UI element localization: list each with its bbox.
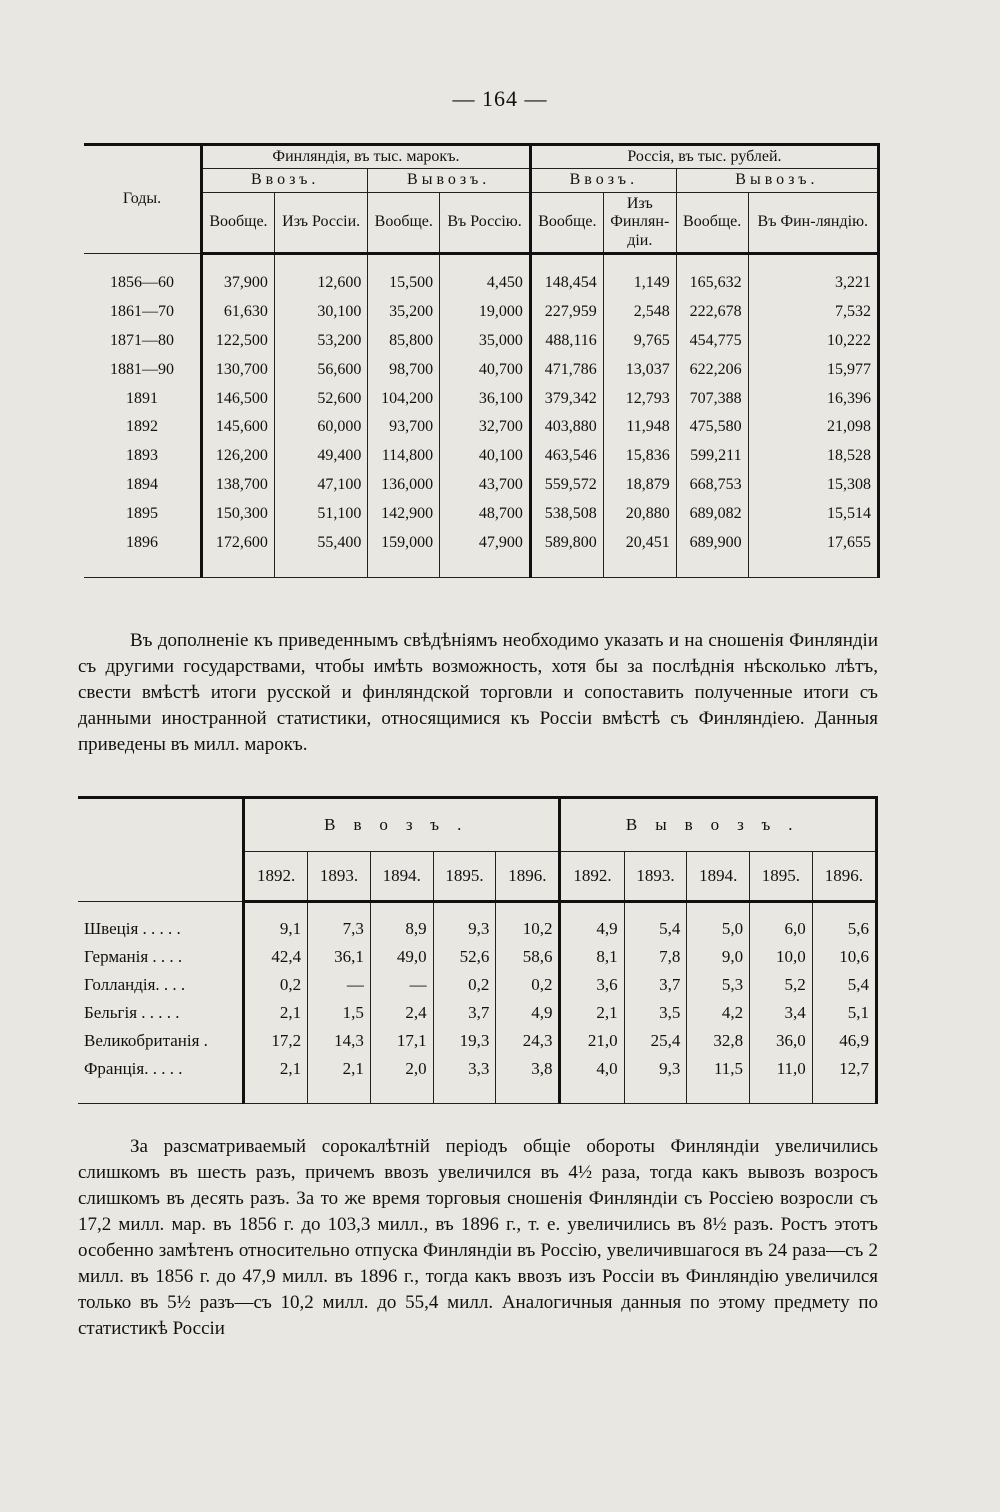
value-cell: 18,879 <box>603 471 676 500</box>
value-cell: — <box>308 971 371 999</box>
finland-export-header: Вывозъ. <box>368 169 531 192</box>
years-header: Годы. <box>84 145 202 254</box>
value-cell: 589,800 <box>530 528 603 577</box>
page-number: — 164 — <box>452 86 548 111</box>
subheader: Вообще. <box>530 192 603 253</box>
value-cell: 32,8 <box>687 1027 750 1055</box>
year-header: 1894. <box>687 852 750 902</box>
subheader: Вообще. <box>368 192 440 253</box>
value-cell: 5,2 <box>750 971 813 999</box>
russia-header: Россія, въ тыс. рублей. <box>530 145 878 169</box>
value-cell: 9,0 <box>687 943 750 971</box>
value-cell: 3,6 <box>560 971 624 999</box>
value-cell: 55,400 <box>274 528 368 577</box>
value-cell: — <box>370 971 433 999</box>
value-cell: 1,5 <box>308 999 371 1027</box>
year-cell: 1896 <box>84 528 202 577</box>
value-cell: 47,900 <box>440 528 531 577</box>
value-cell: 148,454 <box>530 253 603 297</box>
value-cell: 53,200 <box>274 327 368 356</box>
country-header-blank <box>78 798 244 902</box>
year-header: 1896. <box>812 852 876 902</box>
russia-export-header: Вывозъ. <box>676 169 878 192</box>
value-cell: 49,0 <box>370 943 433 971</box>
value-cell: 58,6 <box>496 943 560 971</box>
subheader: Вообще. <box>676 192 748 253</box>
value-cell: 21,098 <box>748 413 878 442</box>
value-cell: 47,100 <box>274 471 368 500</box>
value-cell: 599,211 <box>676 442 748 471</box>
value-cell: 56,600 <box>274 355 368 384</box>
value-cell: 222,678 <box>676 298 748 327</box>
country-cell: Голландія. . . . <box>78 971 244 999</box>
value-cell: 15,500 <box>368 253 440 297</box>
value-cell: 2,1 <box>308 1055 371 1104</box>
value-cell: 475,580 <box>676 413 748 442</box>
value-cell: 9,1 <box>244 902 308 944</box>
value-cell: 10,0 <box>750 943 813 971</box>
value-cell: 130,700 <box>202 355 275 384</box>
value-cell: 3,7 <box>433 999 496 1027</box>
year-cell: 1856—60 <box>84 253 202 297</box>
value-cell: 4,9 <box>560 902 624 944</box>
country-cell: Бельгія . . . . . <box>78 999 244 1027</box>
value-cell: 142,900 <box>368 499 440 528</box>
value-cell: 11,5 <box>687 1055 750 1104</box>
value-cell: 16,396 <box>748 384 878 413</box>
value-cell: 454,775 <box>676 327 748 356</box>
value-cell: 538,508 <box>530 499 603 528</box>
value-cell: 7,8 <box>624 943 687 971</box>
table-row <box>84 499 879 528</box>
value-cell: 159,000 <box>368 528 440 577</box>
table-row <box>84 327 879 356</box>
value-cell: 622,206 <box>676 355 748 384</box>
value-cell: 60,000 <box>274 413 368 442</box>
value-cell: 52,600 <box>274 384 368 413</box>
table-row <box>78 1055 877 1104</box>
value-cell: 35,000 <box>440 327 531 356</box>
russia-import-header: Ввозъ. <box>530 169 676 192</box>
value-cell: 12,600 <box>274 253 368 297</box>
value-cell: 0,2 <box>496 971 560 999</box>
year-cell: 1894 <box>84 471 202 500</box>
value-cell: 379,342 <box>530 384 603 413</box>
table-row <box>84 384 879 413</box>
finland-russia-trade-table <box>84 143 880 578</box>
value-cell: 5,6 <box>812 902 876 944</box>
value-cell: 3,5 <box>624 999 687 1027</box>
value-cell: 15,308 <box>748 471 878 500</box>
table-row <box>84 413 879 442</box>
value-cell: 40,700 <box>440 355 531 384</box>
paragraph-summary: За разсматриваемый сорокалѣтній періодъ общіе обороты Финляндіи увеличились слишкомъ въ шесть разъ, причемъ ввозъ увеличился въ 4½ раза, тогда какъ вывозъ возросъ слишкомъ въ десять разъ. За то же время торговыя сношенія Финляндіи съ Россіею возросли съ 17,2 милл. мар. въ 1856 г. до 103,3 милл., въ 1896 г., т. е. увеличились въ 8½ разъ. Ростъ этотъ особенно замѣтенъ относительно отпуска Финляндіи въ Россію, увеличившагося въ 24 раза—съ 2 милл. въ 1856 г. до 47,9 милл. въ 1896 г., тогда какъ ввозъ изъ Россіи въ Финляндію увеличился только въ 5½ разъ—съ 10,2 милл. до 55,4 милл. Аналогичныя данныя по этому предмету по статистикѣ Россіи <box>78 1136 878 1339</box>
year-cell: 1895 <box>84 499 202 528</box>
value-cell: 9,765 <box>603 327 676 356</box>
value-cell: 19,000 <box>440 298 531 327</box>
value-cell: 2,1 <box>560 999 624 1027</box>
value-cell: 52,6 <box>433 943 496 971</box>
value-cell: 18,528 <box>748 442 878 471</box>
year-cell: 1881—90 <box>84 355 202 384</box>
table-row <box>84 471 879 500</box>
value-cell: 35,200 <box>368 298 440 327</box>
value-cell: 138,700 <box>202 471 275 500</box>
value-cell: 2,4 <box>370 999 433 1027</box>
value-cell: 5,0 <box>687 902 750 944</box>
year-cell: 1861—70 <box>84 298 202 327</box>
value-cell: 37,900 <box>202 253 275 297</box>
value-cell: 145,600 <box>202 413 275 442</box>
value-cell: 4,450 <box>440 253 531 297</box>
value-cell: 17,2 <box>244 1027 308 1055</box>
value-cell: 46,9 <box>812 1027 876 1055</box>
value-cell: 85,800 <box>368 327 440 356</box>
value-cell: 40,100 <box>440 442 531 471</box>
value-cell: 9,3 <box>624 1055 687 1104</box>
value-cell: 7,532 <box>748 298 878 327</box>
value-cell: 21,0 <box>560 1027 624 1055</box>
value-cell: 122,500 <box>202 327 275 356</box>
value-cell: 9,3 <box>433 902 496 944</box>
value-cell: 42,4 <box>244 943 308 971</box>
table-row <box>78 999 877 1027</box>
value-cell: 36,100 <box>440 384 531 413</box>
value-cell: 136,000 <box>368 471 440 500</box>
value-cell: 165,632 <box>676 253 748 297</box>
finland-header: Финляндія, въ тыс. марокъ. <box>202 145 531 169</box>
value-cell: 20,451 <box>603 528 676 577</box>
value-cell: 3,221 <box>748 253 878 297</box>
value-cell: 19,3 <box>433 1027 496 1055</box>
year-header: 1895. <box>750 852 813 902</box>
year-cell: 1892 <box>84 413 202 442</box>
value-cell: 36,1 <box>308 943 371 971</box>
subheader: Изъ Россіи. <box>274 192 368 253</box>
year-cell: 1893 <box>84 442 202 471</box>
table-row <box>84 298 879 327</box>
country-cell: Франція. . . . . <box>78 1055 244 1104</box>
value-cell: 15,514 <box>748 499 878 528</box>
value-cell: 43,700 <box>440 471 531 500</box>
value-cell: 471,786 <box>530 355 603 384</box>
value-cell: 3,4 <box>750 999 813 1027</box>
subheader: Въ Фин-ляндію. <box>748 192 878 253</box>
table-row <box>84 355 879 384</box>
value-cell: 5,3 <box>687 971 750 999</box>
subheader: Вообще. <box>202 192 275 253</box>
value-cell: 5,4 <box>812 971 876 999</box>
value-cell: 3,8 <box>496 1055 560 1104</box>
year-header: 1896. <box>496 852 560 902</box>
value-cell: 104,200 <box>368 384 440 413</box>
value-cell: 403,880 <box>530 413 603 442</box>
value-cell: 5,1 <box>812 999 876 1027</box>
value-cell: 4,2 <box>687 999 750 1027</box>
value-cell: 48,700 <box>440 499 531 528</box>
value-cell: 17,655 <box>748 528 878 577</box>
value-cell: 12,7 <box>812 1055 876 1104</box>
value-cell: 10,6 <box>812 943 876 971</box>
value-cell: 150,300 <box>202 499 275 528</box>
import-header: Ввозъ. <box>244 798 560 852</box>
year-header: 1893. <box>308 852 371 902</box>
value-cell: 2,1 <box>244 1055 308 1104</box>
value-cell: 93,700 <box>368 413 440 442</box>
value-cell: 12,793 <box>603 384 676 413</box>
value-cell: 20,880 <box>603 499 676 528</box>
value-cell: 15,977 <box>748 355 878 384</box>
value-cell: 36,0 <box>750 1027 813 1055</box>
table-row <box>78 1027 877 1055</box>
table-row <box>84 528 879 577</box>
value-cell: 146,500 <box>202 384 275 413</box>
value-cell: 3,3 <box>433 1055 496 1104</box>
subheader: Изъ Финлян-діи. <box>603 192 676 253</box>
value-cell: 689,082 <box>676 499 748 528</box>
value-cell: 11,948 <box>603 413 676 442</box>
value-cell: 707,388 <box>676 384 748 413</box>
value-cell: 2,0 <box>370 1055 433 1104</box>
value-cell: 227,959 <box>530 298 603 327</box>
value-cell: 13,037 <box>603 355 676 384</box>
value-cell: 114,800 <box>368 442 440 471</box>
value-cell: 24,3 <box>496 1027 560 1055</box>
value-cell: 32,700 <box>440 413 531 442</box>
value-cell: 51,100 <box>274 499 368 528</box>
table-row <box>78 971 877 999</box>
table-row <box>78 902 877 944</box>
value-cell: 17,1 <box>370 1027 433 1055</box>
value-cell: 25,4 <box>624 1027 687 1055</box>
country-cell: Германія . . . . <box>78 943 244 971</box>
year-header: 1895. <box>433 852 496 902</box>
value-cell: 98,700 <box>368 355 440 384</box>
year-header: 1894. <box>370 852 433 902</box>
year-cell: 1871—80 <box>84 327 202 356</box>
value-cell: 559,572 <box>530 471 603 500</box>
table-row <box>84 442 879 471</box>
value-cell: 2,1 <box>244 999 308 1027</box>
value-cell: 5,4 <box>624 902 687 944</box>
value-cell: 4,0 <box>560 1055 624 1104</box>
value-cell: 15,836 <box>603 442 676 471</box>
value-cell: 668,753 <box>676 471 748 500</box>
value-cell: 126,200 <box>202 442 275 471</box>
value-cell: 3,7 <box>624 971 687 999</box>
value-cell: 10,2 <box>496 902 560 944</box>
value-cell: 2,548 <box>603 298 676 327</box>
value-cell: 6,0 <box>750 902 813 944</box>
year-cell: 1891 <box>84 384 202 413</box>
subheader: Въ Россію. <box>440 192 531 253</box>
table-row <box>78 943 877 971</box>
value-cell: 7,3 <box>308 902 371 944</box>
value-cell: 10,222 <box>748 327 878 356</box>
value-cell: 61,630 <box>202 298 275 327</box>
value-cell: 14,3 <box>308 1027 371 1055</box>
value-cell: 49,400 <box>274 442 368 471</box>
finland-import-header: Ввозъ. <box>202 169 368 192</box>
foreign-trade-table <box>78 796 878 1104</box>
value-cell: 0,2 <box>433 971 496 999</box>
value-cell: 8,9 <box>370 902 433 944</box>
paragraph-intro: Въ дополненіе къ приведеннымъ свѣдѣніямъ необходимо указать и на сношенія Финляндіи съ другими государствами, чтобы имѣть возможность, хотя бы за послѣднія нѣсколько лѣтъ, свести вмѣстѣ итоги русской и финляндской торговли и сопоставить полученные итоги съ данными иностранной статистики, относящимися къ Россіи вмѣстѣ съ Финляндіею. Данныя приведены въ милл. марокъ. <box>78 630 878 755</box>
value-cell: 488,116 <box>530 327 603 356</box>
year-header: 1892. <box>560 852 624 902</box>
value-cell: 172,600 <box>202 528 275 577</box>
value-cell: 11,0 <box>750 1055 813 1104</box>
value-cell: 4,9 <box>496 999 560 1027</box>
value-cell: 30,100 <box>274 298 368 327</box>
value-cell: 8,1 <box>560 943 624 971</box>
table-row <box>84 253 879 297</box>
country-cell: Великобританія . <box>78 1027 244 1055</box>
year-header: 1892. <box>244 852 308 902</box>
value-cell: 463,546 <box>530 442 603 471</box>
value-cell: 1,149 <box>603 253 676 297</box>
export-header: Вывозъ. <box>560 798 877 852</box>
country-cell: Швеція . . . . . <box>78 902 244 944</box>
year-header: 1893. <box>624 852 687 902</box>
value-cell: 689,900 <box>676 528 748 577</box>
value-cell: 0,2 <box>244 971 308 999</box>
